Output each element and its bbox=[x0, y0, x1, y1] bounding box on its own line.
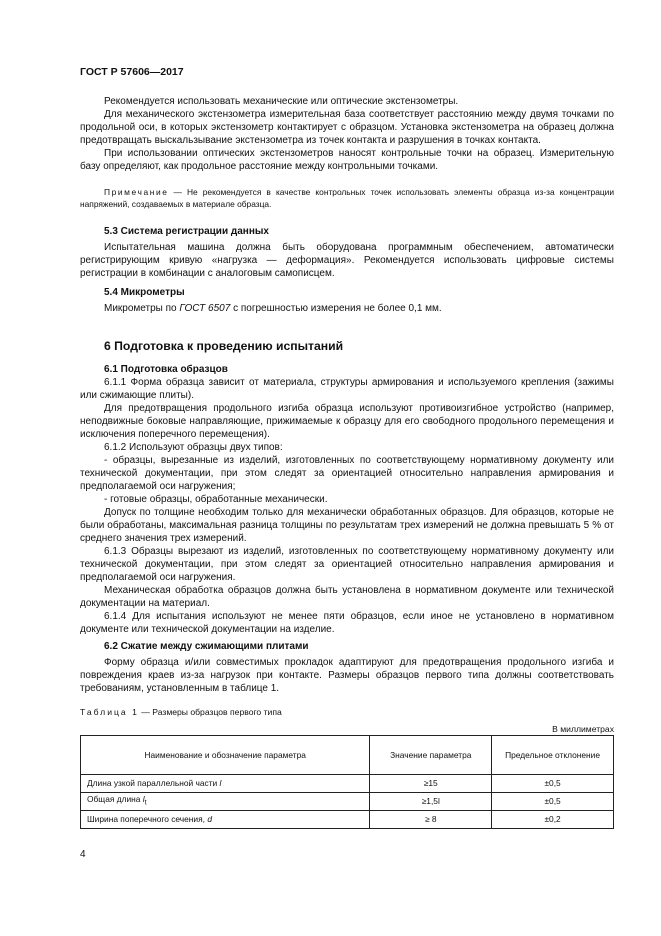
tolerance: ±0,2 bbox=[492, 811, 614, 829]
paragraph bbox=[80, 302, 614, 315]
paragraph: При использовании оптических экстензометров наносят контрольные точки на образец. Измерительную базу определяют, как продольное расстояние между контрольными точками. bbox=[80, 148, 614, 172]
text-run: Микрометры по bbox=[104, 303, 180, 314]
paragraph: Рекомендуется использовать механические или оптические экстензометры. bbox=[104, 96, 459, 107]
standard-reference: ГОСТ 6507 bbox=[179, 303, 231, 314]
paragraph: Для механического экстензометра измерительная база соответствует расстоянию между двумя точками по продольной оси, в которых экстензометр контактирует с образцом. Установка экстензометра на образец должна предотвращать выскальзывание экстензометра из точек контакта и разрушения в точках контакта. bbox=[80, 109, 614, 146]
note bbox=[80, 187, 614, 210]
list-item: - готовые образцы, обработанные механически. bbox=[104, 494, 328, 505]
list-item: - образцы, вырезанные из изделий, изготовленных по соответствующему нормативному документу или технической документации, при этом следят за ориентацией относительно направления армирования и предполагаемой оси нагружения; bbox=[80, 455, 614, 492]
paragraph: Допуск по толщине необходим только для механически обработанных образцов. Для образцов, которые не были обработаны, максимальная разница толщины по результатам трех измерений не должна превышать 5 % от среднего значения трех измерений. bbox=[80, 507, 614, 544]
paragraph: Испытательная машина должна быть оборудована программным обеспечением, автоматически регистрирующим кривую «нагрузка — деформация». Рекомендуется использовать цифровые системы регистрации в комбинации с аналоговым самописцем. bbox=[80, 242, 614, 279]
note-label: Примечание bbox=[104, 187, 169, 197]
table-units: В миллиметрах bbox=[552, 724, 614, 734]
column-header: Предельное отклонение bbox=[492, 736, 614, 775]
paragraph: Механическая обработка образцов должна быть установлена в нормативном документе или технической документации на материал. bbox=[80, 585, 614, 609]
symbol: d bbox=[207, 814, 212, 824]
section-heading: 6.2 Сжатие между сжимающими плитами bbox=[104, 641, 309, 652]
parameter-value: ≥ 8 bbox=[370, 811, 492, 829]
symbol-subscript: t bbox=[144, 799, 147, 807]
parameter-name bbox=[81, 793, 370, 811]
section-5-3 bbox=[80, 225, 614, 280]
text-run: с погрешностью измерения не более 0,1 мм. bbox=[230, 303, 442, 314]
parameter-value: ≥15 bbox=[370, 775, 492, 793]
paragraph: 6.1.1 Форма образца зависит от материала, структуры армирования и используемого крепления (зажимы или сжимающие плиты). bbox=[80, 377, 614, 401]
page-number: 4 bbox=[80, 849, 86, 860]
document-header: ГОСТ Р 57606—2017 bbox=[80, 66, 184, 78]
table-caption bbox=[80, 707, 282, 717]
specimen-dimensions-table bbox=[80, 735, 614, 829]
paragraph: 6.1.3 Образцы вырезают из изделий, изготовленных по соответствующему нормативному документу или технической документации, при этом следят за ориентацией относительно направления армирования и предполагаемой оси нагружения. bbox=[80, 546, 614, 583]
table-row bbox=[81, 775, 614, 793]
table-caption-text: — Размеры образцов первого типа bbox=[138, 707, 282, 717]
section-5-2-text bbox=[80, 95, 614, 210]
table-header-row bbox=[81, 736, 614, 775]
tolerance: ±0,5 bbox=[492, 793, 614, 811]
table-row bbox=[81, 811, 614, 829]
tolerance: ±0,5 bbox=[492, 775, 614, 793]
section-heading: 5.4 Микрометры bbox=[104, 287, 185, 298]
parameter-value: ≥1,5l bbox=[370, 793, 492, 811]
parameter-name bbox=[81, 811, 370, 829]
symbol: l bbox=[142, 794, 145, 805]
text-run: Общая длина bbox=[87, 794, 143, 805]
chapter-heading: 6 Подготовка к проведению испытаний bbox=[104, 339, 344, 353]
section-heading: 6.1 Подготовка образцов bbox=[104, 364, 228, 375]
note-text: — Не рекомендуется в качестве контрольных точек использовать элементы образца из-за концентрации напряжений, создаваемых в материале образца. bbox=[80, 187, 614, 209]
paragraph: Форму образца и/или совместимых прокладок адаптируют для предотвращения продольного изгиба и повреждения краев из-за нагрузок при контакте. Размеры образцов первого типа должны соответствовать требованиям, установленным в таблице 1. bbox=[80, 657, 614, 694]
paragraph: 6.1.4 Для испытания используют не менее пяти образцов, если иное не установлено в нормативном документе или технической документации на изделие. bbox=[80, 611, 614, 635]
text-run: Длина узкой параллельной части bbox=[87, 778, 220, 788]
paragraph: Для предотвращения продольного изгиба образца используют противоизгибное устройство (например, неподвижные боковые направляющие, прижимаемые к образцу для его свободного продольного перемещения и исключения поперечного перемещения). bbox=[80, 403, 614, 440]
text-run: Ширина поперечного сечения, bbox=[87, 814, 208, 824]
column-header: Значение параметра bbox=[370, 736, 492, 775]
column-header: Наименование и обозначение параметра bbox=[81, 736, 370, 775]
table-caption-label: Таблица 1 bbox=[80, 707, 139, 717]
section-6 bbox=[80, 340, 614, 695]
section-5-4 bbox=[80, 286, 614, 315]
paragraph: 6.1.2 Используют образцы двух типов: bbox=[104, 442, 283, 453]
symbol: l bbox=[219, 778, 222, 788]
section-heading: 5.3 Система регистрации данных bbox=[104, 226, 269, 237]
table-row bbox=[81, 793, 614, 811]
parameter-name bbox=[81, 775, 370, 793]
